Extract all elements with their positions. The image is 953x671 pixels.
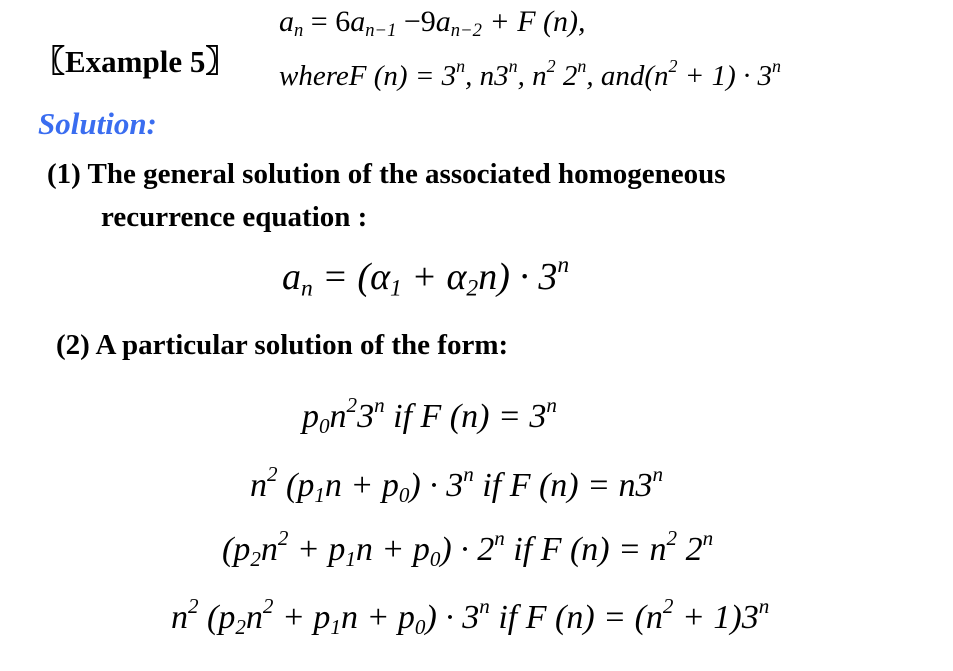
forcing-function-list: whereF $(n) = 3^n$, n3$^n$, $n^2$ 2$^n$, $and(n^2 + 1) \cdot 3^n$ bbox=[279, 56, 781, 92]
particular-solution-case-3: $(p_2n^2 + p_1n + p_0) \cdot 2^n$ if F $(n) = n^2$ 2$^n$ bbox=[222, 525, 714, 571]
step1-text-line1: (1) The general solution of the associated homogeneous bbox=[47, 158, 726, 190]
solution-heading: Solution: bbox=[38, 106, 157, 141]
particular-solution-case-4: $n^2$ $(p_2n^2 + p_1n + p_0) \cdot 3^n$ if F $(n) = (n^2 + 1)3^n$ bbox=[171, 593, 770, 639]
step1-text-line2: recurrence equation : bbox=[101, 201, 368, 233]
particular-solution-case-2: $n^2$ $(p_1n + p_0) \cdot 3^n$ if F $(n) = n3^n$ bbox=[250, 461, 664, 507]
step2-text: (2) A particular solution of the form: bbox=[56, 329, 509, 361]
particular-solution-case-1: $p_0n^23^n$ if F $(n) = 3^n$ bbox=[302, 392, 557, 438]
example-label: 〖Example 5〗 bbox=[34, 44, 237, 79]
homogeneous-solution-equation: $a_n = (\alpha_1 + \alpha_2n) \cdot 3^n$ bbox=[282, 252, 570, 302]
recurrence-equation: $a_n = 6a_{n-1} -9a_{n-2} + F$ (n), bbox=[279, 5, 586, 42]
